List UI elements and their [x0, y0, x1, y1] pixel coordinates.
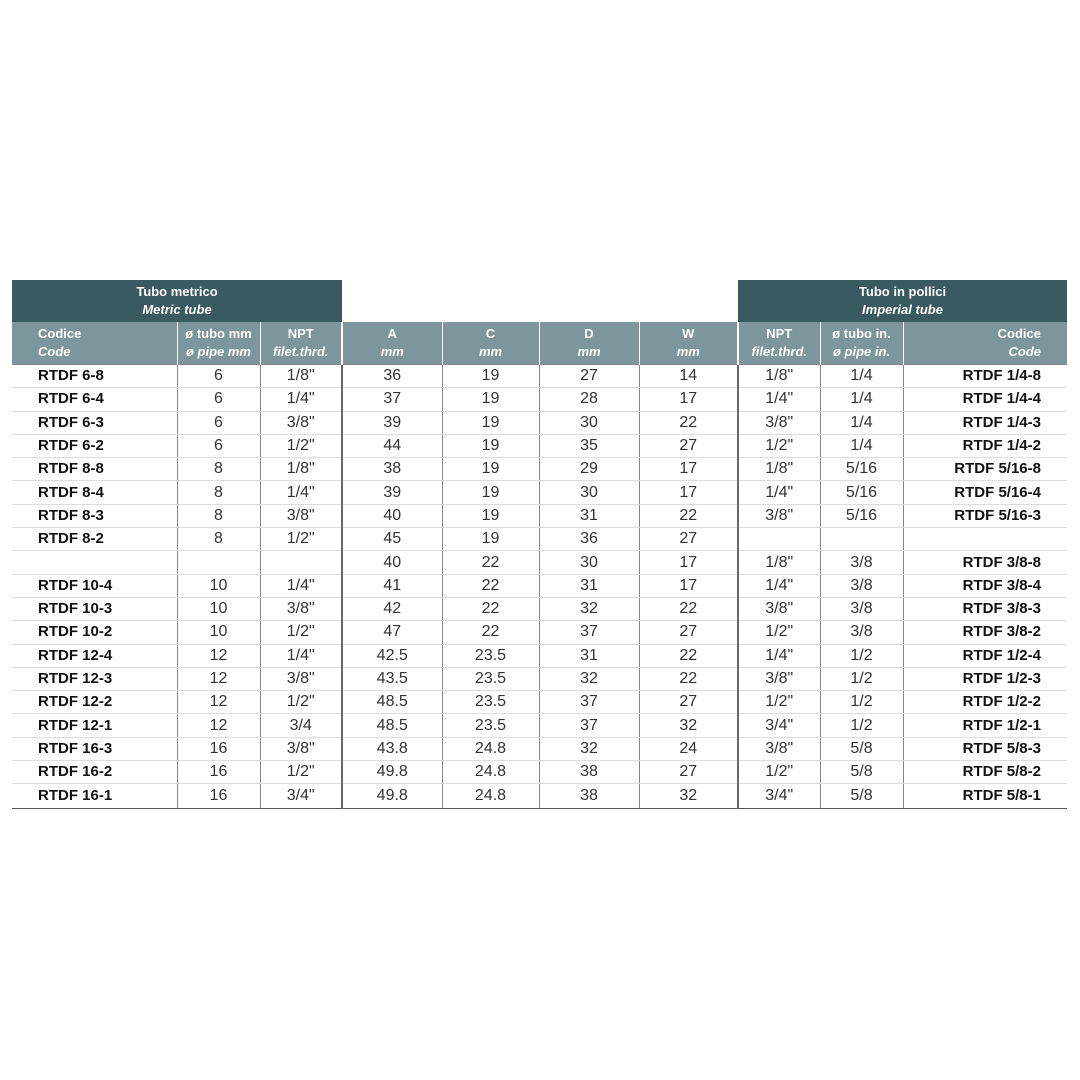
imperial-pipe-diameter-cell: 5/16 — [820, 504, 903, 527]
dim-d-cell: 37 — [539, 621, 639, 644]
imperial-code-cell: RTDF 5/8-2 — [903, 761, 1067, 784]
metric-code-cell: RTDF 16-2 — [12, 761, 177, 784]
imperial-code-cell — [903, 528, 1067, 551]
dim-a-cell: 42 — [342, 597, 442, 620]
dim-w-cell: 27 — [639, 621, 738, 644]
metric-pipe-diameter-cell: 12 — [177, 714, 260, 737]
header-metric-pipe-diameter — [177, 322, 260, 365]
dim-a-cell: 47 — [342, 621, 442, 644]
table-row — [12, 365, 1067, 388]
metric-pipe-diameter-cell: 6 — [177, 365, 260, 388]
dim-c-cell: 19 — [442, 504, 539, 527]
dim-d-cell: 30 — [539, 481, 639, 504]
metric-pipe-diameter-cell: 6 — [177, 411, 260, 434]
column-title: NPT — [766, 326, 793, 341]
dim-w-cell: 22 — [639, 597, 738, 620]
metric-npt-cell: 1/4" — [260, 644, 342, 667]
imperial-pipe-diameter-cell: 1/2 — [820, 667, 903, 690]
dim-a-cell: 41 — [342, 574, 442, 597]
dim-d-cell: 38 — [539, 761, 639, 784]
metric-code-cell: RTDF 12-3 — [12, 667, 177, 690]
imperial-pipe-diameter-cell: 5/8 — [820, 761, 903, 784]
metric-code-cell: RTDF 16-1 — [12, 784, 177, 809]
imperial-npt-cell: 1/2" — [738, 691, 820, 714]
metric-pipe-diameter-cell: 8 — [177, 481, 260, 504]
metric-npt-cell: 3/8" — [260, 667, 342, 690]
dim-a-cell: 49.8 — [342, 761, 442, 784]
metric-code-cell — [12, 551, 177, 574]
imperial-pipe-diameter-cell: 5/16 — [820, 481, 903, 504]
imperial-npt-cell: 3/8" — [738, 411, 820, 434]
dim-w-cell: 17 — [639, 481, 738, 504]
metric-pipe-diameter-cell — [177, 551, 260, 574]
dim-d-cell: 29 — [539, 458, 639, 481]
metric-pipe-diameter-cell: 12 — [177, 667, 260, 690]
imperial-code-cell: RTDF 5/8-1 — [903, 784, 1067, 809]
dim-w-cell: 32 — [639, 784, 738, 809]
metric-pipe-diameter-cell: 8 — [177, 504, 260, 527]
metric-npt-cell: 1/8" — [260, 365, 342, 388]
dim-c-cell: 22 — [442, 597, 539, 620]
dim-c-cell: 24.8 — [442, 761, 539, 784]
header-dim-w — [639, 322, 738, 365]
dim-a-cell: 39 — [342, 411, 442, 434]
dim-c-cell: 19 — [442, 481, 539, 504]
metric-code-cell: RTDF 6-4 — [12, 388, 177, 411]
table-row — [12, 551, 1067, 574]
dim-a-cell: 36 — [342, 365, 442, 388]
dim-c-cell: 19 — [442, 528, 539, 551]
dim-a-cell: 42.5 — [342, 644, 442, 667]
table-row — [12, 388, 1067, 411]
imperial-code-cell: RTDF 1/2-4 — [903, 644, 1067, 667]
header-imperial-npt-thread — [738, 322, 820, 365]
column-subtitle: Code — [38, 344, 71, 359]
imperial-pipe-diameter-cell: 3/8 — [820, 574, 903, 597]
table-row — [12, 784, 1067, 809]
metric-code-cell: RTDF 12-2 — [12, 691, 177, 714]
imperial-npt-cell: 1/4" — [738, 481, 820, 504]
dim-c-cell: 22 — [442, 574, 539, 597]
metric-code-cell: RTDF 16-3 — [12, 737, 177, 760]
dim-a-cell: 37 — [342, 388, 442, 411]
metric-npt-cell: 1/2" — [260, 621, 342, 644]
metric-code-cell: RTDF 8-3 — [12, 504, 177, 527]
imperial-npt-cell: 3/8" — [738, 737, 820, 760]
dim-w-cell: 27 — [639, 528, 738, 551]
metric-npt-cell: 1/4" — [260, 388, 342, 411]
dim-a-cell: 40 — [342, 551, 442, 574]
imperial-npt-cell: 3/4" — [738, 784, 820, 809]
dim-d-cell: 32 — [539, 667, 639, 690]
dim-d-cell: 38 — [539, 784, 639, 809]
header-dim-d — [539, 322, 639, 365]
imperial-npt-cell: 1/8" — [738, 458, 820, 481]
table-row — [12, 597, 1067, 620]
header-dim-a — [342, 322, 442, 365]
metric-npt-cell: 1/2" — [260, 761, 342, 784]
dim-d-cell: 37 — [539, 714, 639, 737]
dim-d-cell: 30 — [539, 551, 639, 574]
imperial-npt-cell: 3/8" — [738, 504, 820, 527]
table-header-row — [12, 322, 1067, 365]
imperial-npt-cell: 1/4" — [738, 388, 820, 411]
dim-c-cell: 23.5 — [442, 644, 539, 667]
imperial-code-cell: RTDF 1/4-4 — [903, 388, 1067, 411]
imperial-code-cell: RTDF 1/2-2 — [903, 691, 1067, 714]
table-body — [12, 365, 1067, 809]
dim-a-cell: 45 — [342, 528, 442, 551]
dim-c-cell: 23.5 — [442, 691, 539, 714]
imperial-tube-group-header — [738, 280, 1067, 322]
table-row — [12, 434, 1067, 457]
imperial-code-cell: RTDF 3/8-4 — [903, 574, 1067, 597]
column-title: Codice — [38, 326, 82, 341]
metric-pipe-diameter-cell: 12 — [177, 644, 260, 667]
column-subtitle: mm — [676, 344, 700, 359]
column-title: C — [485, 326, 496, 341]
metric-pipe-diameter-cell: 16 — [177, 737, 260, 760]
table-row — [12, 691, 1067, 714]
imperial-pipe-diameter-cell: 1/4 — [820, 365, 903, 388]
column-subtitle: ø pipe mm — [185, 344, 251, 359]
dim-d-cell: 31 — [539, 504, 639, 527]
imperial-code-cell: RTDF 5/16-8 — [903, 458, 1067, 481]
metric-pipe-diameter-cell: 12 — [177, 691, 260, 714]
column-title: D — [584, 326, 594, 341]
dim-a-cell: 48.5 — [342, 714, 442, 737]
imperial-pipe-diameter-cell: 1/4 — [820, 411, 903, 434]
metric-code-cell: RTDF 10-4 — [12, 574, 177, 597]
dim-c-cell: 22 — [442, 621, 539, 644]
dim-a-cell: 38 — [342, 458, 442, 481]
header-imperial-pipe-diameter — [820, 322, 903, 365]
dim-w-cell: 17 — [639, 551, 738, 574]
imperial-code-cell: RTDF 1/4-3 — [903, 411, 1067, 434]
dim-c-cell: 19 — [442, 411, 539, 434]
table-row — [12, 481, 1067, 504]
metric-npt-cell: 3/8" — [260, 504, 342, 527]
table-row — [12, 737, 1067, 760]
imperial-pipe-diameter-cell: 1/4 — [820, 434, 903, 457]
metric-npt-cell: 3/4" — [260, 784, 342, 809]
metric-npt-cell: 1/8" — [260, 458, 342, 481]
imperial-code-cell: RTDF 5/8-3 — [903, 737, 1067, 760]
header-dim-c — [442, 322, 539, 365]
column-subtitle: filet.thrd. — [751, 344, 808, 359]
dim-d-cell: 32 — [539, 597, 639, 620]
metric-tube-group-header — [12, 280, 342, 322]
table-row — [12, 667, 1067, 690]
imperial-pipe-diameter-cell: 3/8 — [820, 621, 903, 644]
metric-pipe-diameter-cell: 10 — [177, 574, 260, 597]
dim-d-cell: 30 — [539, 411, 639, 434]
dim-a-cell: 49.8 — [342, 784, 442, 809]
imperial-npt-cell: 1/2" — [738, 761, 820, 784]
imperial-group-subtitle: Imperial tube — [862, 302, 943, 317]
metric-pipe-diameter-cell: 16 — [177, 784, 260, 809]
metric-code-cell: RTDF 12-4 — [12, 644, 177, 667]
imperial-code-cell: RTDF 1/4-8 — [903, 365, 1067, 388]
column-title: NPT — [287, 326, 314, 341]
imperial-npt-cell: 1/8" — [738, 365, 820, 388]
imperial-code-cell: RTDF 1/4-2 — [903, 434, 1067, 457]
dim-w-cell: 22 — [639, 667, 738, 690]
metric-npt-cell: 3/8" — [260, 411, 342, 434]
table-row — [12, 458, 1067, 481]
dim-w-cell: 17 — [639, 574, 738, 597]
dim-a-cell: 48.5 — [342, 691, 442, 714]
imperial-code-cell: RTDF 3/8-3 — [903, 597, 1067, 620]
table-row — [12, 621, 1067, 644]
metric-code-cell: RTDF 6-2 — [12, 434, 177, 457]
imperial-npt-cell: 3/8" — [738, 597, 820, 620]
imperial-code-cell: RTDF 5/16-3 — [903, 504, 1067, 527]
table-row — [12, 528, 1067, 551]
dim-a-cell: 39 — [342, 481, 442, 504]
metric-npt-cell: 1/2" — [260, 434, 342, 457]
metric-npt-cell: 3/8" — [260, 597, 342, 620]
imperial-code-cell: RTDF 1/2-1 — [903, 714, 1067, 737]
metric-code-cell: RTDF 12-1 — [12, 714, 177, 737]
column-title: ø tubo mm — [185, 326, 252, 341]
imperial-pipe-diameter-cell: 1/2 — [820, 691, 903, 714]
dim-w-cell: 27 — [639, 434, 738, 457]
dim-c-cell: 23.5 — [442, 667, 539, 690]
header-metric-npt-thread — [260, 322, 342, 365]
dim-d-cell: 35 — [539, 434, 639, 457]
metric-pipe-diameter-cell: 6 — [177, 388, 260, 411]
table-row — [12, 714, 1067, 737]
metric-npt-cell: 1/2" — [260, 691, 342, 714]
imperial-npt-cell: 1/4" — [738, 574, 820, 597]
column-subtitle: mm — [478, 344, 503, 359]
dim-d-cell: 36 — [539, 528, 639, 551]
dim-w-cell: 22 — [639, 644, 738, 667]
dim-d-cell: 27 — [539, 365, 639, 388]
dim-c-cell: 19 — [442, 458, 539, 481]
dim-c-cell: 19 — [442, 434, 539, 457]
imperial-pipe-diameter-cell — [820, 528, 903, 551]
table-row — [12, 574, 1067, 597]
metric-code-cell: RTDF 6-8 — [12, 365, 177, 388]
metric-pipe-diameter-cell: 10 — [177, 621, 260, 644]
dim-d-cell: 32 — [539, 737, 639, 760]
dim-w-cell: 22 — [639, 411, 738, 434]
dim-w-cell: 27 — [639, 691, 738, 714]
fittings-spec-table — [12, 322, 1067, 809]
dim-c-cell: 19 — [442, 388, 539, 411]
imperial-npt-cell: 1/8" — [738, 551, 820, 574]
table-row — [12, 411, 1067, 434]
metric-pipe-diameter-cell: 6 — [177, 434, 260, 457]
dim-c-cell: 23.5 — [442, 714, 539, 737]
dim-c-cell: 24.8 — [442, 737, 539, 760]
table-row — [12, 504, 1067, 527]
metric-code-cell: RTDF 8-8 — [12, 458, 177, 481]
imperial-code-cell: RTDF 1/2-3 — [903, 667, 1067, 690]
column-title: W — [682, 326, 695, 341]
column-subtitle: filet.thrd. — [272, 344, 329, 359]
dim-c-cell: 22 — [442, 551, 539, 574]
metric-pipe-diameter-cell: 16 — [177, 761, 260, 784]
imperial-npt-cell — [738, 528, 820, 551]
table-row — [12, 644, 1067, 667]
dim-d-cell: 37 — [539, 691, 639, 714]
imperial-pipe-diameter-cell: 1/2 — [820, 714, 903, 737]
imperial-npt-cell: 1/4" — [738, 644, 820, 667]
metric-npt-cell: 1/4" — [260, 481, 342, 504]
dim-a-cell: 40 — [342, 504, 442, 527]
metric-npt-cell — [260, 551, 342, 574]
imperial-npt-cell: 3/4" — [738, 714, 820, 737]
dim-w-cell: 22 — [639, 504, 738, 527]
imperial-code-cell: RTDF 3/8-2 — [903, 621, 1067, 644]
metric-npt-cell: 3/8" — [260, 737, 342, 760]
imperial-npt-cell: 1/2" — [738, 434, 820, 457]
column-title: Codice — [997, 326, 1041, 341]
column-subtitle: ø pipe in. — [832, 344, 891, 359]
dim-c-cell: 24.8 — [442, 784, 539, 809]
metric-pipe-diameter-cell: 8 — [177, 458, 260, 481]
imperial-pipe-diameter-cell: 5/8 — [820, 784, 903, 809]
metric-code-cell: RTDF 10-2 — [12, 621, 177, 644]
header-metric-code — [12, 322, 177, 365]
column-subtitle: Code — [1008, 344, 1041, 359]
dim-d-cell: 31 — [539, 574, 639, 597]
metric-npt-cell: 1/2" — [260, 528, 342, 551]
imperial-pipe-diameter-cell: 5/16 — [820, 458, 903, 481]
dim-w-cell: 27 — [639, 761, 738, 784]
metric-group-title: Tubo metrico — [136, 284, 218, 299]
metric-group-subtitle: Metric tube — [142, 302, 212, 317]
imperial-code-cell: RTDF 3/8-8 — [903, 551, 1067, 574]
metric-code-cell: RTDF 8-4 — [12, 481, 177, 504]
dim-w-cell: 17 — [639, 388, 738, 411]
imperial-pipe-diameter-cell: 1/2 — [820, 644, 903, 667]
dim-c-cell: 19 — [442, 365, 539, 388]
column-title: A — [387, 326, 397, 341]
dim-w-cell: 17 — [639, 458, 738, 481]
table-row — [12, 761, 1067, 784]
column-subtitle: mm — [577, 344, 601, 359]
column-subtitle: mm — [380, 344, 404, 359]
metric-npt-cell: 3/4 — [260, 714, 342, 737]
header-imperial-code — [903, 322, 1067, 365]
dim-a-cell: 43.5 — [342, 667, 442, 690]
imperial-pipe-diameter-cell: 1/4 — [820, 388, 903, 411]
imperial-pipe-diameter-cell: 3/8 — [820, 597, 903, 620]
metric-code-cell: RTDF 10-3 — [12, 597, 177, 620]
metric-pipe-diameter-cell: 10 — [177, 597, 260, 620]
imperial-code-cell: RTDF 5/16-4 — [903, 481, 1067, 504]
imperial-pipe-diameter-cell: 5/8 — [820, 737, 903, 760]
dim-w-cell: 24 — [639, 737, 738, 760]
imperial-pipe-diameter-cell: 3/8 — [820, 551, 903, 574]
metric-pipe-diameter-cell: 8 — [177, 528, 260, 551]
dim-d-cell: 31 — [539, 644, 639, 667]
dim-a-cell: 44 — [342, 434, 442, 457]
dim-w-cell: 32 — [639, 714, 738, 737]
metric-npt-cell: 1/4" — [260, 574, 342, 597]
metric-code-cell: RTDF 8-2 — [12, 528, 177, 551]
column-title: ø tubo in. — [832, 326, 891, 341]
dim-w-cell: 14 — [639, 365, 738, 388]
imperial-npt-cell: 3/8" — [738, 667, 820, 690]
imperial-npt-cell: 1/2" — [738, 621, 820, 644]
metric-code-cell: RTDF 6-3 — [12, 411, 177, 434]
dim-d-cell: 28 — [539, 388, 639, 411]
imperial-group-title: Tubo in pollici — [858, 284, 947, 299]
dim-a-cell: 43.8 — [342, 737, 442, 760]
